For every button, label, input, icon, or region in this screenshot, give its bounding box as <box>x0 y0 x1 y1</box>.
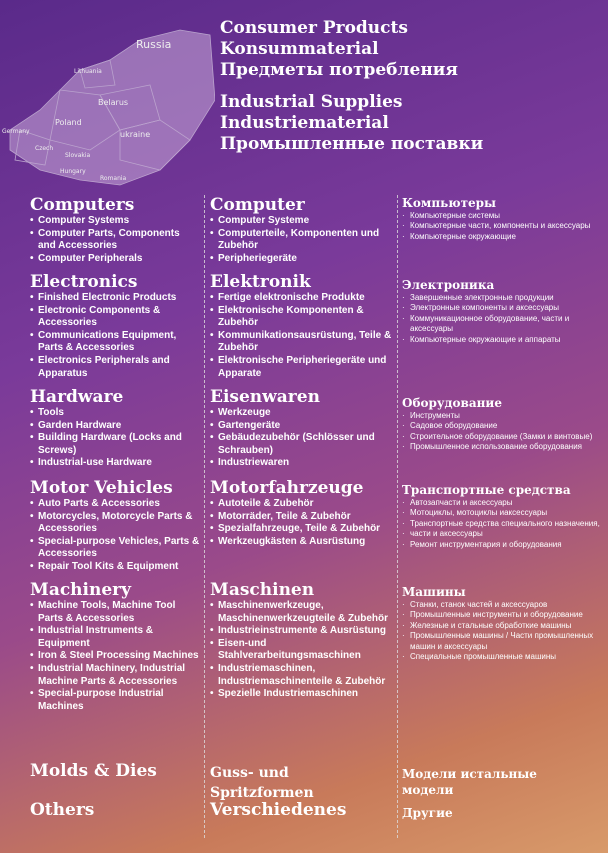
section-title: Другие <box>402 806 453 820</box>
list-item: • Industrieinstrumente & Ausrüstung <box>210 625 395 638</box>
column-divider <box>397 195 398 838</box>
list-item: • Peripheriegeräte <box>210 253 395 266</box>
section-title: Eisenwaren <box>210 387 320 407</box>
list-item: • Special-purpose Vehicles, Parts & Accessories <box>30 536 200 561</box>
section-title: Computers <box>30 195 135 215</box>
section-title: Машины <box>402 585 466 599</box>
list-item: • Special-purpose Industrial Machines <box>30 688 200 713</box>
section-title: Others <box>30 800 95 820</box>
header-line: Konsummaterial <box>220 39 379 59</box>
list-item: • Elektronische Komponenten & Zubehör <box>210 305 395 330</box>
list-item: · Инструменты <box>402 411 592 421</box>
map-label: Germany <box>2 128 30 135</box>
list-item: • Computerteile, Komponenten und Zubehör <box>210 228 395 253</box>
list-item: • Computer Systeme <box>210 215 395 228</box>
header-line: Предметы потребления <box>220 60 458 80</box>
list-item: • Spezialfahrzeuge, Teile & Zubehör <box>210 523 380 536</box>
list-item: • Motorräder, Teile & Zubehör <box>210 511 380 524</box>
column-divider <box>204 195 205 838</box>
section-title: Guss- und Spritzformen <box>210 765 314 801</box>
map-label: ukraine <box>120 130 151 139</box>
list-item: • Tools <box>30 407 200 420</box>
list-item: • Finished Electronic Products <box>30 292 200 305</box>
list-item: • Industriemaschinen, Industriemaschinenteile & Zubehör <box>210 663 395 688</box>
list-item: · Промышленные инструменты и оборудование <box>402 610 602 620</box>
section-title: Транспортные средства <box>402 483 571 497</box>
list-item: • Motorcycles, Motorcycle Parts & Accessories <box>30 511 200 536</box>
map-label: Russia <box>136 38 172 51</box>
list-item: • Iron & Steel Processing Machines <box>30 650 200 663</box>
list-item: · Садовое оборудование <box>402 421 592 431</box>
list-item: • Gebäudezubehör (Schlösser und Schrauben) <box>210 432 395 457</box>
section-title: Computer <box>210 195 305 215</box>
section-title: Machinery <box>30 580 132 600</box>
list-item: • Industrial Machinery, Industrial Machine Parts & Accessories <box>30 663 200 688</box>
list-item: • Elektronische Peripheriegeräte und Apparate <box>210 355 395 380</box>
list-item: • Eisen-und Stahlverarbeitungsmaschinen <box>210 638 395 663</box>
list-item: · Компьютерные части, компоненты и аксессуары <box>402 221 590 231</box>
map-label: Slovakia <box>65 152 91 159</box>
list-item: · Промышленное использование оборудования <box>402 442 592 452</box>
list-item: · части и аксессуары <box>402 529 600 539</box>
list-item: · Железные и стальные обработкие машины <box>402 621 602 631</box>
list-item: • Machine Tools, Machine Tool Parts & Accessories <box>30 600 200 625</box>
list-item: · Завершенные электронные продукции <box>402 293 602 303</box>
list-item: • Maschinenwerkzeuge, Maschinenwerkzeugteile & Zubehör <box>210 600 395 625</box>
list-item: · Компьютерные окружающие и аппараты <box>402 335 602 345</box>
header-line: Industriematerial <box>220 113 389 133</box>
list-item: • Werkzeugkästen & Ausrüstung <box>210 536 380 549</box>
list-item: · Электронные компоненты и аксессуары <box>402 303 602 313</box>
section-title: Electronics <box>30 272 138 292</box>
list-item: · Станки, станок частей и аксессуаров <box>402 600 602 610</box>
list-item: • Computer Peripherals <box>30 253 200 266</box>
map-label: Hungary <box>60 168 86 175</box>
map-label: Czech <box>35 145 54 152</box>
list-item: · Автозапчасти и аксессуары <box>402 498 600 508</box>
list-item: • Electronics Peripherals and Apparatus <box>30 355 200 380</box>
section-title: Verschiedenes <box>210 800 347 820</box>
list-item: · Компьютерные системы <box>402 211 590 221</box>
list-item: • Gartengeräte <box>210 420 395 433</box>
list-item: • Industriewaren <box>210 457 395 470</box>
europe-map <box>0 0 215 190</box>
list-item: • Computer Parts, Components and Accessories <box>30 228 200 253</box>
map-label: Romania <box>100 175 127 182</box>
map-label: Lithuania <box>74 68 102 75</box>
section-title: Компьютеры <box>402 196 497 210</box>
section-title: Molds & Dies <box>30 761 157 781</box>
list-item: · Мотоциклы, мотоциклы иаксессуары <box>402 508 600 518</box>
list-item: • Kommunikationsausrüstung, Teile & Zubehör <box>210 330 395 355</box>
list-item: • Industrial Instruments & Equipment <box>30 625 200 650</box>
list-item: · Компьютерные окружающие <box>402 232 590 242</box>
section-title: Maschinen <box>210 580 315 600</box>
header-line: Consumer Products <box>220 18 408 38</box>
list-item: · Промышленные машины / Части промышленных машин и аксессуары <box>402 631 602 652</box>
list-item: • Autoteile & Zubehör <box>210 498 380 511</box>
map-label: Belarus <box>98 98 129 107</box>
list-item: · Коммуникационное оборудование, части и аксессуары <box>402 314 602 335</box>
section-title: Электроника <box>402 278 495 292</box>
section-title: Модели истальные модели <box>402 767 537 797</box>
list-item: • Computer Systems <box>30 215 200 228</box>
list-item: • Communications Equipment, Parts & Accessories <box>30 330 200 355</box>
list-item: • Werkzeuge <box>210 407 395 420</box>
header-line: Industrial Supplies <box>220 92 403 112</box>
map-label: Poland <box>55 118 82 127</box>
list-item: • Electronic Components & Accessories <box>30 305 200 330</box>
section-title: Elektronik <box>210 272 311 292</box>
list-item: • Auto Parts & Accessories <box>30 498 200 511</box>
list-item: • Industrial-use Hardware <box>30 457 200 470</box>
list-item: · Строительное оборудование (Замки и винтовые) <box>402 432 592 442</box>
list-item: • Spezielle Industriemaschinen <box>210 688 395 701</box>
list-item: • Building Hardware (Locks and Screws) <box>30 432 200 457</box>
list-item: • Repair Tool Kits & Equipment <box>30 561 200 574</box>
header <box>220 18 483 155</box>
list-item: · Специальные промышленные машины <box>402 652 602 662</box>
section-title: Hardware <box>30 387 124 407</box>
list-item: · Транспортные средства специального назначения, <box>402 519 600 529</box>
section-title: Motor Vehicles <box>30 478 173 498</box>
header-line: Промышленные поставки <box>220 134 484 154</box>
list-item: • Fertige elektronische Produkte <box>210 292 395 305</box>
section-title: Оборудование <box>402 396 502 410</box>
list-item: • Garden Hardware <box>30 420 200 433</box>
list-item: · Ремонт инструментария и оборудования <box>402 540 600 550</box>
section-title: Motorfahrzeuge <box>210 478 364 498</box>
